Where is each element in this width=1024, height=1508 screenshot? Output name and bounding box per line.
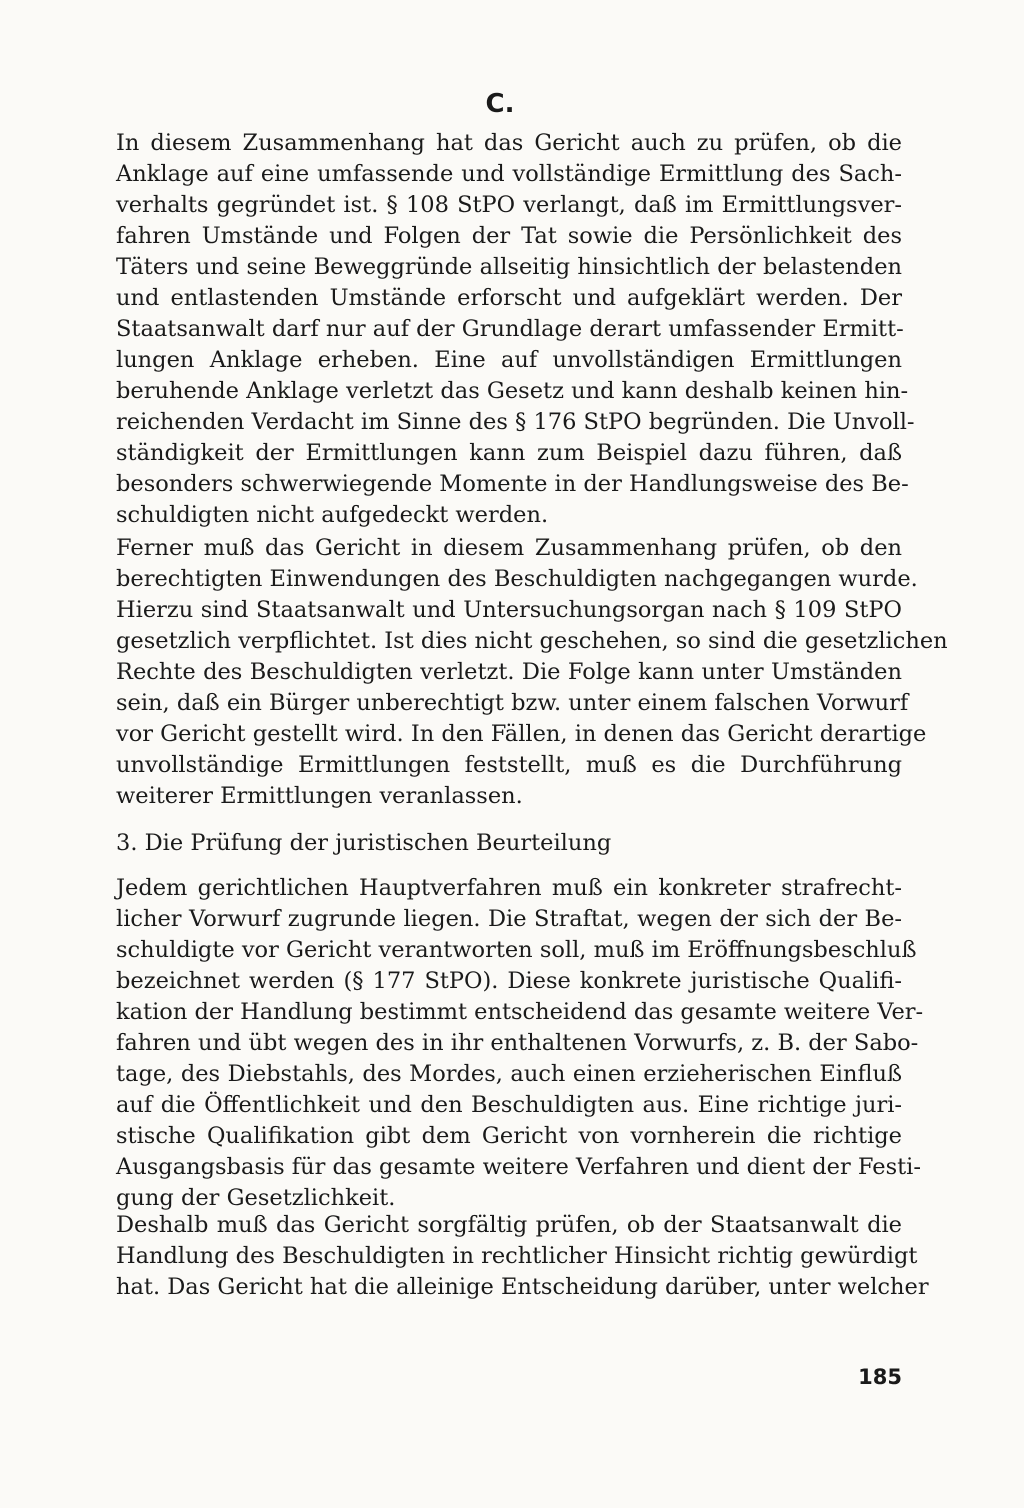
text-line: fahren Umstände und Folgen der Tat sowie die Persönlichkeit des (116, 223, 902, 249)
text-line: vor Gericht gestellt wird. In den Fällen, in denen das Gericht derartige (116, 721, 927, 747)
text-line: und entlastenden Umstände erforscht und aufgeklärt werden. Der (116, 285, 902, 311)
text-line: auf die Öffentlichkeit und den Beschuldigten aus. Eine richtige juri- (116, 1092, 902, 1118)
text-line: Handlung des Beschuldigten in rechtlicher Hinsicht richtig gewürdigt (116, 1243, 918, 1269)
text-line: sein, daß ein Bürger unberechtigt bzw. unter einem falschen Vorwurf (116, 690, 909, 716)
text-line: schuldigten nicht aufgedeckt werden. (116, 502, 549, 528)
text-line: bezeichnet werden (§ 177 StPO). Diese konkrete juristische Qualifi- (116, 968, 902, 994)
text-line: stische Qualifikation gibt dem Gericht von vornherein die richtige (116, 1123, 902, 1149)
text-line: reichenden Verdacht im Sinne des § 176 StPO begründen. Die Unvoll- (116, 409, 915, 435)
text-line: fahren und übt wegen des in ihr enthaltenen Vorwurfs, z. B. der Sabo- (116, 1030, 919, 1056)
text-line: Deshalb muß das Gericht sorgfältig prüfen, ob der Staatsanwalt die (116, 1212, 902, 1238)
text-line: berechtigten Einwendungen des Beschuldigten nachgegangen wurde. (116, 566, 918, 592)
text-line: beruhende Anklage verletzt das Gesetz und kann deshalb keinen hin- (116, 378, 909, 404)
section-heading: 3. Die Prüfung der juristischen Beurteilung (116, 830, 612, 856)
section-letter-heading: C. (485, 89, 515, 119)
text-line: ständigkeit der Ermittlungen kann zum Beispiel dazu führen, daß (116, 440, 902, 466)
paragraph-3 (116, 873, 924, 1214)
text-line: Hierzu sind Staatsanwalt und Untersuchungsorgan nach § 109 StPO (116, 597, 902, 623)
paragraph-4 (116, 1210, 929, 1303)
text-line: weiterer Ermittlungen veranlassen. (116, 783, 523, 809)
text-line: schuldigte vor Gericht verantworten soll, muß im Eröffnungsbeschluß (116, 937, 917, 963)
text-line: lungen Anklage erheben. Eine auf unvollständigen Ermittlungen (116, 347, 902, 373)
text-line: besonders schwerwiegende Momente in der Handlungsweise des Be- (116, 471, 909, 497)
text-line: Staatsanwalt darf nur auf der Grundlage derart umfassender Ermitt- (116, 316, 904, 342)
paragraph-2 (116, 533, 948, 812)
text-line: kation der Handlung bestimmt entscheidend das gesamte weitere Ver- (116, 999, 924, 1025)
text-line: Jedem gerichtlichen Hauptverfahren muß ein konkreter strafrecht- (116, 875, 902, 901)
text-line: licher Vorwurf zugrunde liegen. Die Straftat, wegen der sich der Be- (116, 906, 902, 932)
text-line: gesetzlich verpflichtet. Ist dies nicht geschehen, so sind die gesetzlichen (116, 628, 948, 654)
text-line: In diesem Zusammenhang hat das Gericht auch zu prüfen, ob die (116, 130, 902, 156)
text-line: Rechte des Beschuldigten verletzt. Die Folge kann unter Umständen (116, 659, 902, 685)
paragraph-1 (116, 128, 915, 531)
text-line: gung der Gesetzlichkeit. (116, 1185, 396, 1211)
text-line: hat. Das Gericht hat die alleinige Entscheidung darüber, unter welcher (116, 1274, 929, 1300)
text-line: Täters und seine Beweggründe allseitig hinsichtlich der belastenden (116, 254, 902, 280)
text-line: Ausgangsbasis für das gesamte weitere Verfahren und dient der Festi- (116, 1154, 921, 1180)
page-number: 185 (858, 1365, 902, 1389)
text-line: Anklage auf eine umfassende und vollständige Ermittlung des Sach- (116, 161, 902, 187)
text-line: tage, des Diebstahls, des Mordes, auch einen erzieherischen Einfluß (116, 1061, 902, 1087)
text-line: verhalts gegründet ist. § 108 StPO verlangt, daß im Ermittlungsver- (116, 192, 902, 218)
text-line: unvollständige Ermittlungen feststellt, muß es die Durchführung (116, 752, 902, 778)
text-line: Ferner muß das Gericht in diesem Zusammenhang prüfen, ob den (116, 535, 902, 561)
